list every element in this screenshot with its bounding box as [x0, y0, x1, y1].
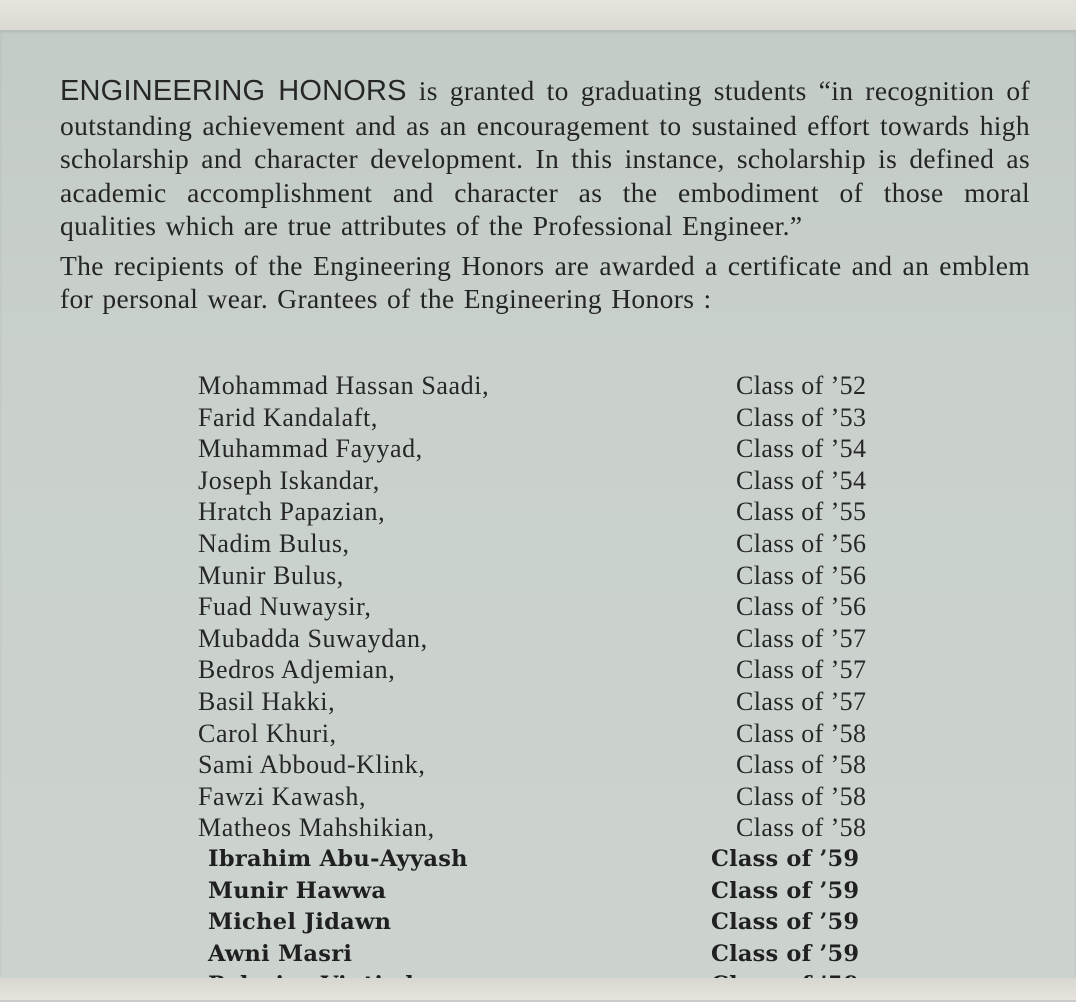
grantee-name: Joseph Iskandar, [198, 465, 380, 495]
grantee-class: Class of ’54 [736, 434, 867, 464]
grantee-name: Basil Hakki, [198, 686, 336, 716]
grantee-name: Hratch Papazian, [198, 497, 386, 527]
grantee-row [198, 528, 898, 560]
grantee-class: Class of ’58 [736, 781, 867, 811]
grantee-name: Muhammad Fayyad, [198, 434, 423, 464]
grantee-class: Class of ’57 [736, 623, 867, 653]
grantee-row [198, 370, 898, 402]
grantee-class: Class of ’55 [736, 497, 867, 527]
intro-paragraph-1 [60, 74, 1030, 243]
grantee-row [198, 844, 898, 876]
grantee-row [198, 654, 898, 686]
page-edge-top [0, 0, 1076, 32]
grantee-row [198, 560, 898, 592]
intro-paragraph-1-text: is granted to graduating students “in recognition of outstanding achievement and as an encouragement to sustained effort towards high scholarship and character development. In this instance, scholarship is defined as academic accomplishment and character as the embodiment of those moral qualities which are true attributes of the Professional Engineer.” [60, 75, 1030, 241]
grantee-name: Mohammad Hassan Saadi, [198, 371, 490, 400]
honors-panel [0, 30, 1076, 980]
grantee-row [198, 939, 898, 971]
grantee-row [198, 402, 898, 434]
grantee-row [198, 749, 898, 781]
grantee-name: Munir Hawwa [208, 877, 387, 904]
grantee-row [198, 781, 898, 813]
grantee-class: Class of ’58 [736, 750, 867, 780]
grantee-row [198, 496, 898, 528]
grantee-name: Mubadda Suwaydan, [198, 623, 428, 653]
grantee-class: Class of ’56 [736, 528, 867, 558]
grantee-name: Matheos Mahshikian, [198, 813, 435, 843]
grantee-name: Fawzi Kawash, [198, 781, 367, 811]
grantee-class: Class of ’58 [736, 813, 867, 843]
page-edge-bottom [0, 978, 1076, 1000]
grantee-name: Awni Masri [208, 940, 353, 967]
grantee-row [198, 591, 898, 623]
grantee-name: Ibrahim Abu-Ayyash [208, 845, 468, 872]
grantee-row [198, 433, 898, 465]
grantee-class: Class of ’56 [736, 592, 867, 622]
grantee-name: Bedros Adjemian, [198, 655, 396, 685]
grantee-class: Class of ’57 [736, 686, 867, 716]
grantee-name: Nadim Bulus, [198, 528, 350, 558]
grantee-class: Class of ’53 [736, 402, 867, 432]
grantee-list [198, 370, 898, 1002]
grantee-name: Farid Kandalaft, [198, 402, 378, 432]
grantee-class: Class of ’59 [711, 877, 860, 904]
grantee-class: Class of ’54 [736, 465, 867, 495]
grantee-name: Carol Khuri, [198, 718, 337, 748]
honors-heading: ENGINEERING HONORS [60, 75, 407, 107]
grantee-name: Sami Abboud-Klink, [198, 750, 426, 780]
grantee-name: Munir Bulus, [198, 560, 344, 590]
grantee-row [198, 907, 898, 939]
grantee-class: Class of ’59 [711, 940, 860, 967]
grantee-class: Class of ’57 [736, 655, 867, 685]
grantee-class: Class of ’59 [711, 845, 860, 872]
intro-paragraph-2: The recipients of the Engineering Honors are awarded a certificate and an emblem for personal wear. Grantees of the Engineering Honors : [60, 249, 1030, 314]
grantee-row [198, 812, 898, 844]
grantee-class: Class of ’59 [711, 909, 860, 936]
grantee-row [198, 876, 898, 908]
grantee-class: Class of ’58 [736, 718, 867, 748]
grantee-row [198, 465, 898, 497]
grantee-row [198, 623, 898, 655]
grantee-class: Class of ’56 [736, 560, 867, 590]
grantee-name: Fuad Nuwaysir, [198, 592, 372, 622]
grantee-row [198, 686, 898, 718]
grantee-class: Class of ’52 [736, 371, 867, 400]
intro-text [60, 74, 1030, 322]
grantee-row [198, 718, 898, 750]
grantee-name: Michel Jidawn [208, 909, 392, 936]
